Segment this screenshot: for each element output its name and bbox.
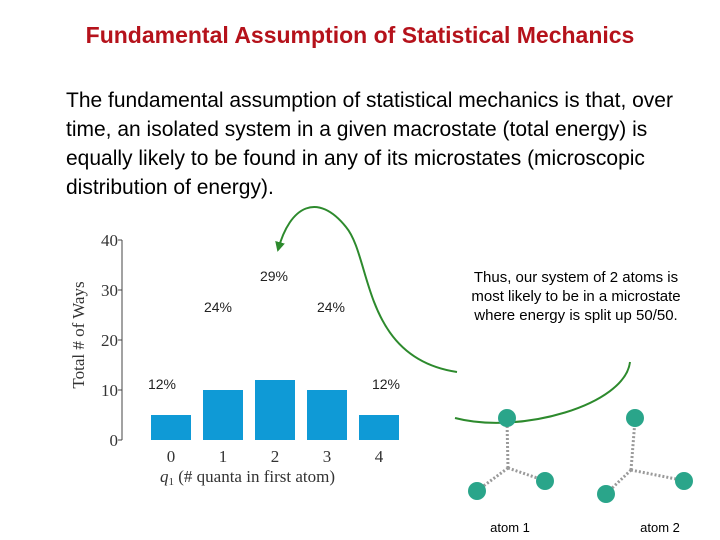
slide-title: Fundamental Assumption of Statistical Mechanics bbox=[85, 22, 635, 48]
bar-percent-label: 12% bbox=[147, 376, 177, 392]
bar-percent-label: 24% bbox=[203, 299, 233, 315]
y-tick-label: 20 bbox=[101, 331, 118, 350]
atom-2-top-ball bbox=[626, 409, 644, 427]
pointer-line bbox=[455, 362, 630, 423]
ways-bar-chart bbox=[69, 231, 400, 488]
conclusion-note: Thus, our system of 2 atoms is most likely to be in a microstate where energy is split up 50/50. bbox=[471, 269, 681, 324]
y-axis-label: Total # of Ways bbox=[69, 281, 88, 389]
atom-2-left-ball bbox=[597, 485, 615, 503]
bar-3 bbox=[307, 390, 347, 440]
atom-2-label: atom 2 bbox=[640, 520, 680, 535]
x-tick-label: 4 bbox=[374, 447, 384, 466]
bar-percent-label: 24% bbox=[316, 299, 346, 315]
atom-2-right-ball bbox=[675, 472, 693, 490]
x-axis-description: (# quanta in first atom) bbox=[174, 467, 335, 486]
intro-paragraph: The fundamental assumption of statistical mechanics is that, over time, an isolated system in a given macrostate (total energy) is equally likely to be found in any of its microstates (microscopic distribution of energy). bbox=[66, 89, 673, 199]
x-axis-variable-subscript: 1 bbox=[168, 476, 174, 488]
y-tick-label: 30 bbox=[101, 281, 118, 300]
y-tick-label: 40 bbox=[101, 231, 118, 250]
bar-1 bbox=[203, 390, 243, 440]
bar-percent-label: 29% bbox=[259, 268, 289, 284]
atom-1-label: atom 1 bbox=[490, 520, 530, 535]
x-tick-label: 1 bbox=[218, 447, 228, 466]
spring-2-up bbox=[631, 420, 635, 470]
spring-1-up bbox=[507, 420, 508, 468]
atom-1-right-ball bbox=[536, 472, 554, 490]
x-axis-label bbox=[160, 467, 335, 488]
bar-percent-label: 12% bbox=[371, 376, 401, 392]
y-tick-label: 10 bbox=[101, 381, 118, 400]
curved-arrow bbox=[278, 207, 457, 372]
y-tick-label: 0 bbox=[109, 431, 118, 450]
x-tick-label: 3 bbox=[322, 447, 332, 466]
bar-2 bbox=[255, 380, 295, 440]
atom-2-illustration bbox=[597, 409, 693, 503]
bar-4 bbox=[359, 415, 399, 440]
bar-0 bbox=[151, 415, 191, 440]
x-tick-label: 0 bbox=[166, 447, 176, 466]
x-tick-label: 2 bbox=[270, 447, 280, 466]
x-axis-variable: q bbox=[160, 467, 169, 486]
atom-1-left-ball bbox=[468, 482, 486, 500]
atom-1-top-ball bbox=[498, 409, 516, 427]
spring-2-right bbox=[631, 470, 681, 480]
